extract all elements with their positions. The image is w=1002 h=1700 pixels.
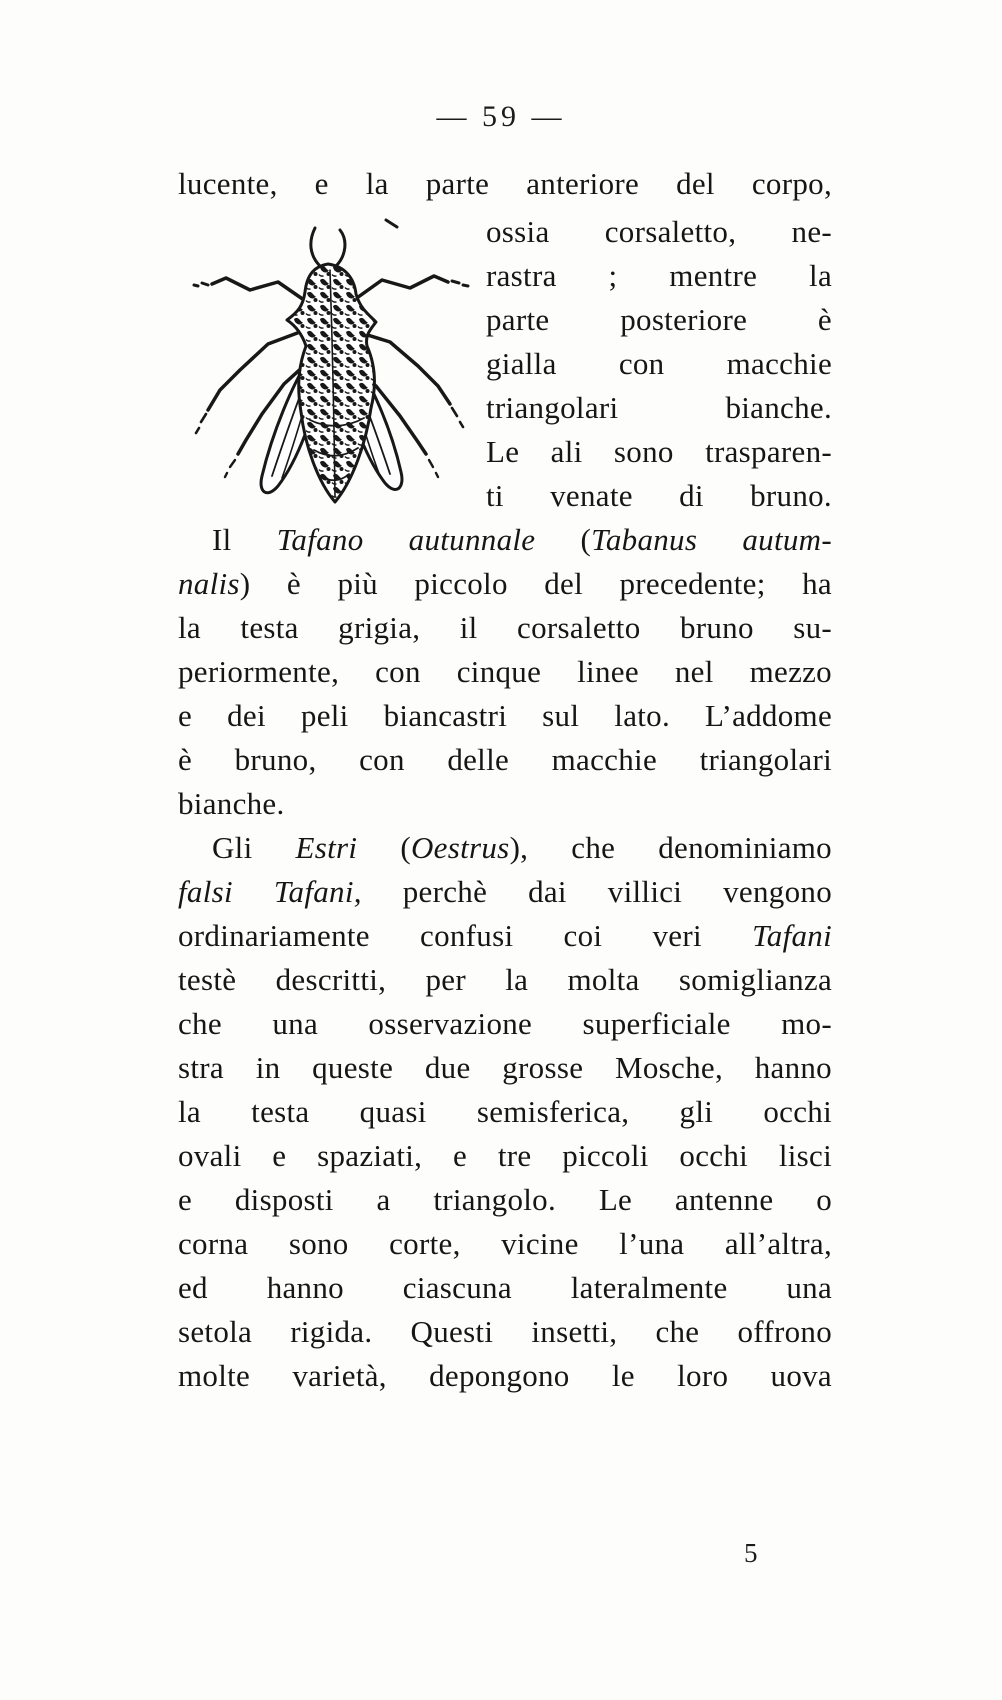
text-segment: (: [357, 830, 411, 865]
text-segment: bianche.: [178, 786, 285, 821]
text-line: [178, 1222, 832, 1266]
text-segment: testè descritti, per la molta somiglianza: [178, 962, 832, 997]
paragraph: [178, 826, 832, 1398]
text-segment: la testa grigia, il corsaletto bruno su-: [178, 610, 832, 645]
text-segment: che una osservazione superficiale mo-: [178, 1006, 832, 1041]
text-line: [178, 738, 832, 782]
text-segment: perchè dai villici vengono: [361, 874, 832, 909]
text-line: [178, 1266, 832, 1310]
text-segment: setola rigida. Questi insetti, che offrono: [178, 1314, 832, 1349]
text-segment: stra in queste due grosse Mosche, hanno: [178, 1050, 832, 1085]
text-line: [178, 1002, 832, 1046]
text-segment: ordinariamente confusi coi veri: [178, 918, 753, 953]
text-segment: rastra ; mentre la: [486, 258, 832, 293]
text-line: [178, 694, 832, 738]
text-line: [178, 782, 832, 826]
text-segment: e dei peli biancastri sul lato. L’addome: [178, 698, 832, 733]
text-segment: ) è più piccolo del precedente; ha: [239, 566, 832, 601]
paragraph: [178, 518, 832, 826]
text-line: [178, 958, 832, 1002]
text-segment: ti venate di bruno.: [486, 478, 832, 513]
text-segment: è bruno, con delle macchie triangolari: [178, 742, 832, 777]
text-line: [178, 1178, 832, 1222]
text-line: [178, 650, 832, 694]
text-segment: molte varietà, depongono le loro uova: [178, 1358, 832, 1393]
text-segment: Tabanus autum-: [591, 522, 832, 557]
text-segment: triangolari bianche.: [486, 390, 832, 425]
text-segment: gialla con macchie: [486, 346, 832, 381]
text-line: [486, 386, 832, 430]
text-segment: Il: [212, 522, 277, 557]
text-segment: ovali e spaziati, e tre piccoli occhi lisci: [178, 1138, 832, 1173]
figure-side-text: [486, 210, 832, 518]
text-block: [178, 162, 832, 1398]
text-line: [178, 1134, 832, 1178]
text-segment: nalis: [178, 566, 240, 601]
text-segment: ossia corsaletto, ne-: [486, 214, 832, 249]
text-segment: ed hanno ciascuna lateralmente una: [178, 1270, 832, 1305]
text-line: [178, 1046, 832, 1090]
text-segment: corna sono corte, vicine l’una all’altra,: [178, 1226, 832, 1261]
text-segment: Estri: [295, 830, 358, 865]
text-line: [178, 826, 832, 870]
fly-engraving-illustration: [178, 210, 486, 518]
text-segment: Gli: [212, 830, 296, 865]
text-segment: periormente, con cinque linee nel mezzo: [178, 654, 832, 689]
text-line: [178, 1354, 832, 1398]
fly-engraving-icon: [188, 212, 476, 516]
text-line: [486, 254, 832, 298]
text-line: [178, 1090, 832, 1134]
page-number-header: — 59 —: [436, 100, 566, 133]
text-line: [486, 210, 832, 254]
text-line: [178, 562, 832, 606]
book-page: [0, 100, 1002, 1700]
text-line: [178, 1310, 832, 1354]
text-line: [486, 342, 832, 386]
figure-row: [178, 210, 832, 518]
text-segment: Tafano autunnale: [276, 522, 536, 557]
text-line: [486, 298, 832, 342]
intro-line: lucente, e la parte anteriore del corpo,: [178, 166, 832, 201]
text-segment: ), che denominiamo: [509, 830, 832, 865]
text-segment: e disposti a triangolo. Le antenne o: [178, 1182, 832, 1217]
text-segment: la testa quasi semisferica, gli occhi: [178, 1094, 832, 1129]
text-line: [486, 430, 832, 474]
text-segment: Tafani: [752, 918, 832, 953]
signature-mark: 5: [744, 1538, 758, 1568]
text-line: [178, 914, 832, 958]
text-segment: Oestrus: [411, 830, 510, 865]
text-line: [178, 518, 832, 562]
text-segment: parte posteriore è: [486, 302, 832, 337]
text-line: [486, 474, 832, 518]
text-line: [178, 870, 832, 914]
paragraphs: [178, 518, 832, 1398]
text-segment: Le ali sono trasparen-: [486, 434, 832, 469]
text-segment: falsi Tafani,: [178, 874, 362, 909]
text-line: [178, 606, 832, 650]
text-segment: (: [535, 522, 592, 557]
